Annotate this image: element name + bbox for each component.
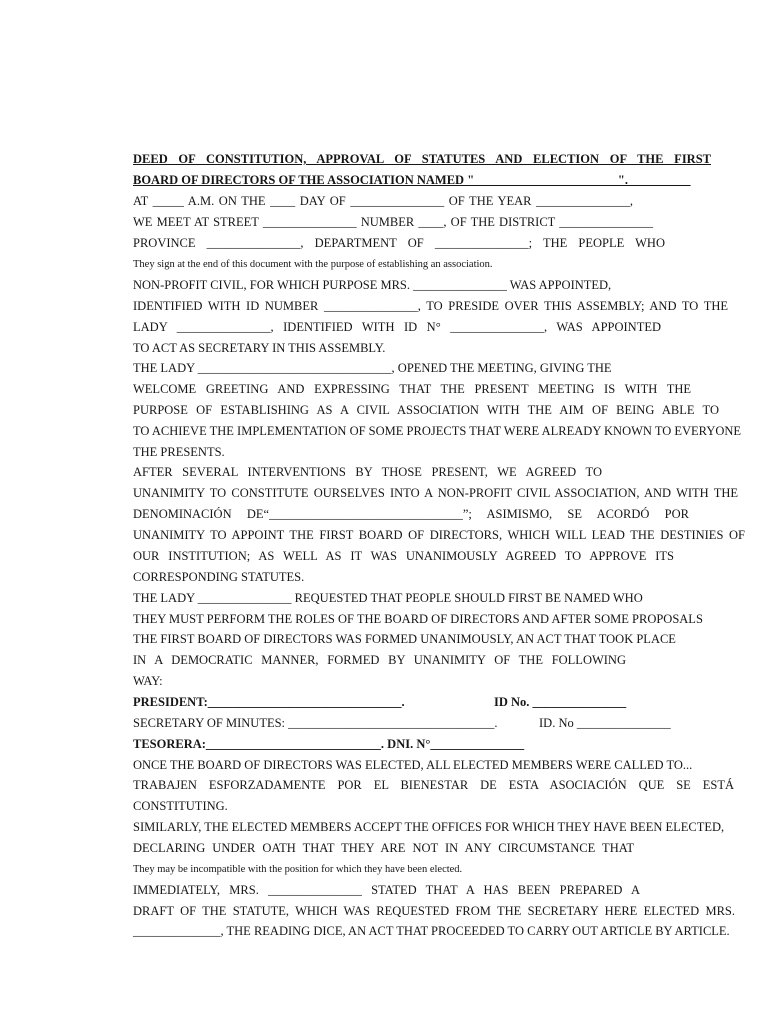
body-line: THE LADY _______________ REQUESTED THAT PEOPLE SHOULD FIRST BE NAMED WHO (133, 591, 643, 605)
body-line: THE LADY _______________________________, OPENED THE MEETING, GIVING THE (133, 361, 612, 375)
body-line: NON-PROFIT CIVIL, FOR WHICH PURPOSE MRS. _______________ WAS APPOINTED, (133, 278, 612, 292)
body-line: WE MEET AT STREET _______________ NUMBER ____, OF THE DISTRICT _______________ (133, 215, 653, 229)
body-line: PURPOSE OF ESTABLISHING AS A CIVIL ASSOCIATION WITH THE AIM OF BEING ABLE TO (133, 403, 719, 417)
body-line: DRAFT OF THE STATUTE, WHICH WAS REQUESTED FROM THE SECRETARY HERE ELECTED MRS. (133, 904, 735, 918)
body-line: UNANIMITY TO CONSTITUTE OURSELVES INTO A NON-PROFIT CIVIL ASSOCIATION, AND WITH THE (133, 486, 738, 500)
body-line: THE FIRST BOARD OF DIRECTORS WAS FORMED UNANIMOUSLY, AN ACT THAT TOOK PLACE (133, 632, 676, 646)
secretary-id-field: ID. No _______________ (539, 716, 671, 730)
body-line: IN A DEMOCRATIC MANNER, FORMED BY UNANIMITY OF THE FOLLOWING (133, 653, 626, 667)
body-line: AT _____ A.M. ON THE ____ DAY OF _______________ OF THE YEAR _______________, (133, 194, 633, 208)
body-line-small: They sign at the end of this document with the purpose of establishing an association. (133, 259, 493, 270)
body-line: CONSTITUTING. (133, 799, 228, 813)
body-line: ONCE THE BOARD OF DIRECTORS WAS ELECTED, ALL ELECTED MEMBERS WERE CALLED TO... (133, 758, 693, 772)
body-line: TRABAJEN ESFORZADAMENTE POR EL BIENESTAR DE ESTA ASOCIACIÓN QUE SE ESTÁ (133, 778, 734, 792)
body-line: TO ACHIEVE THE IMPLEMENTATION OF SOME PROJECTS THAT WERE ALREADY KNOWN TO EVERYONE (133, 424, 742, 438)
body-line: ______________, THE READING DICE, AN ACT THAT PROCEEDED TO CARRY OUT ARTICLE BY ARTICLE. (133, 924, 730, 938)
title-line-1: DEED OF CONSTITUTION, APPROVAL OF STATUTES AND ELECTION OF THE FIRST (133, 152, 711, 166)
body-line: CORRESPONDING STATUTES. (133, 570, 305, 584)
body-line-small: They may be incompatible with the position for which they have been elected. (133, 864, 463, 875)
body-line: DENOMINACIÓN DE“_______________________________”; ASIMISMO, SE ACORDÓ POR (133, 507, 689, 521)
secretary-field: SECRETARY OF MINUTES: _________________________________. (133, 716, 498, 730)
treasurer-field: TESORERA:____________________________. DNI. N°_______________ (133, 737, 525, 751)
body-line: WELCOME GREETING AND EXPRESSING THAT THE PRESENT MEETING IS WITH THE (133, 382, 691, 396)
body-line: THE PRESENTS. (133, 445, 225, 459)
body-line: OUR INSTITUTION; AS WELL AS IT WAS UNANIMOUSLY AGREED TO APPROVE ITS (133, 549, 674, 563)
body-line: UNANIMITY TO APPOINT THE FIRST BOARD OF DIRECTORS, WHICH WILL LEAD THE DESTINIES OF (133, 528, 745, 542)
body-line: AFTER SEVERAL INTERVENTIONS BY THOSE PRESENT, WE AGREED TO (133, 465, 602, 479)
body-line: IDENTIFIED WITH ID NUMBER _______________, TO PRESIDE OVER THIS ASSEMBLY; AND TO THE (133, 299, 728, 313)
body-line: DECLARING UNDER OATH THAT THEY ARE NOT IN ANY CIRCUMSTANCE THAT (133, 841, 634, 855)
body-line: SIMILARLY, THE ELECTED MEMBERS ACCEPT THE OFFICES FOR WHICH THEY HAVE BEEN ELECTED, (133, 820, 725, 834)
president-field: PRESIDENT:_______________________________. (133, 695, 405, 709)
body-line: PROVINCE _______________, DEPARTMENT OF _______________; THE PEOPLE WHO (133, 236, 665, 250)
body-line: THEY MUST PERFORM THE ROLES OF THE BOARD OF DIRECTORS AND AFTER SOME PROPOSALS (133, 612, 703, 626)
body-line: WAY: (133, 674, 163, 688)
body-line: IMMEDIATELY, MRS. _______________ STATED THAT A HAS BEEN PREPARED A (133, 883, 640, 897)
body-line: TO ACT AS SECRETARY IN THIS ASSEMBLY. (133, 341, 386, 355)
president-id-field: ID No. _______________ (494, 695, 627, 709)
body-line: LADY _______________, IDENTIFIED WITH ID N° _______________, WAS APPOINTED (133, 320, 661, 334)
title-line-2: BOARD OF DIRECTORS OF THE ASSOCIATION NAMED " ______________________ ".__________ (133, 173, 691, 187)
